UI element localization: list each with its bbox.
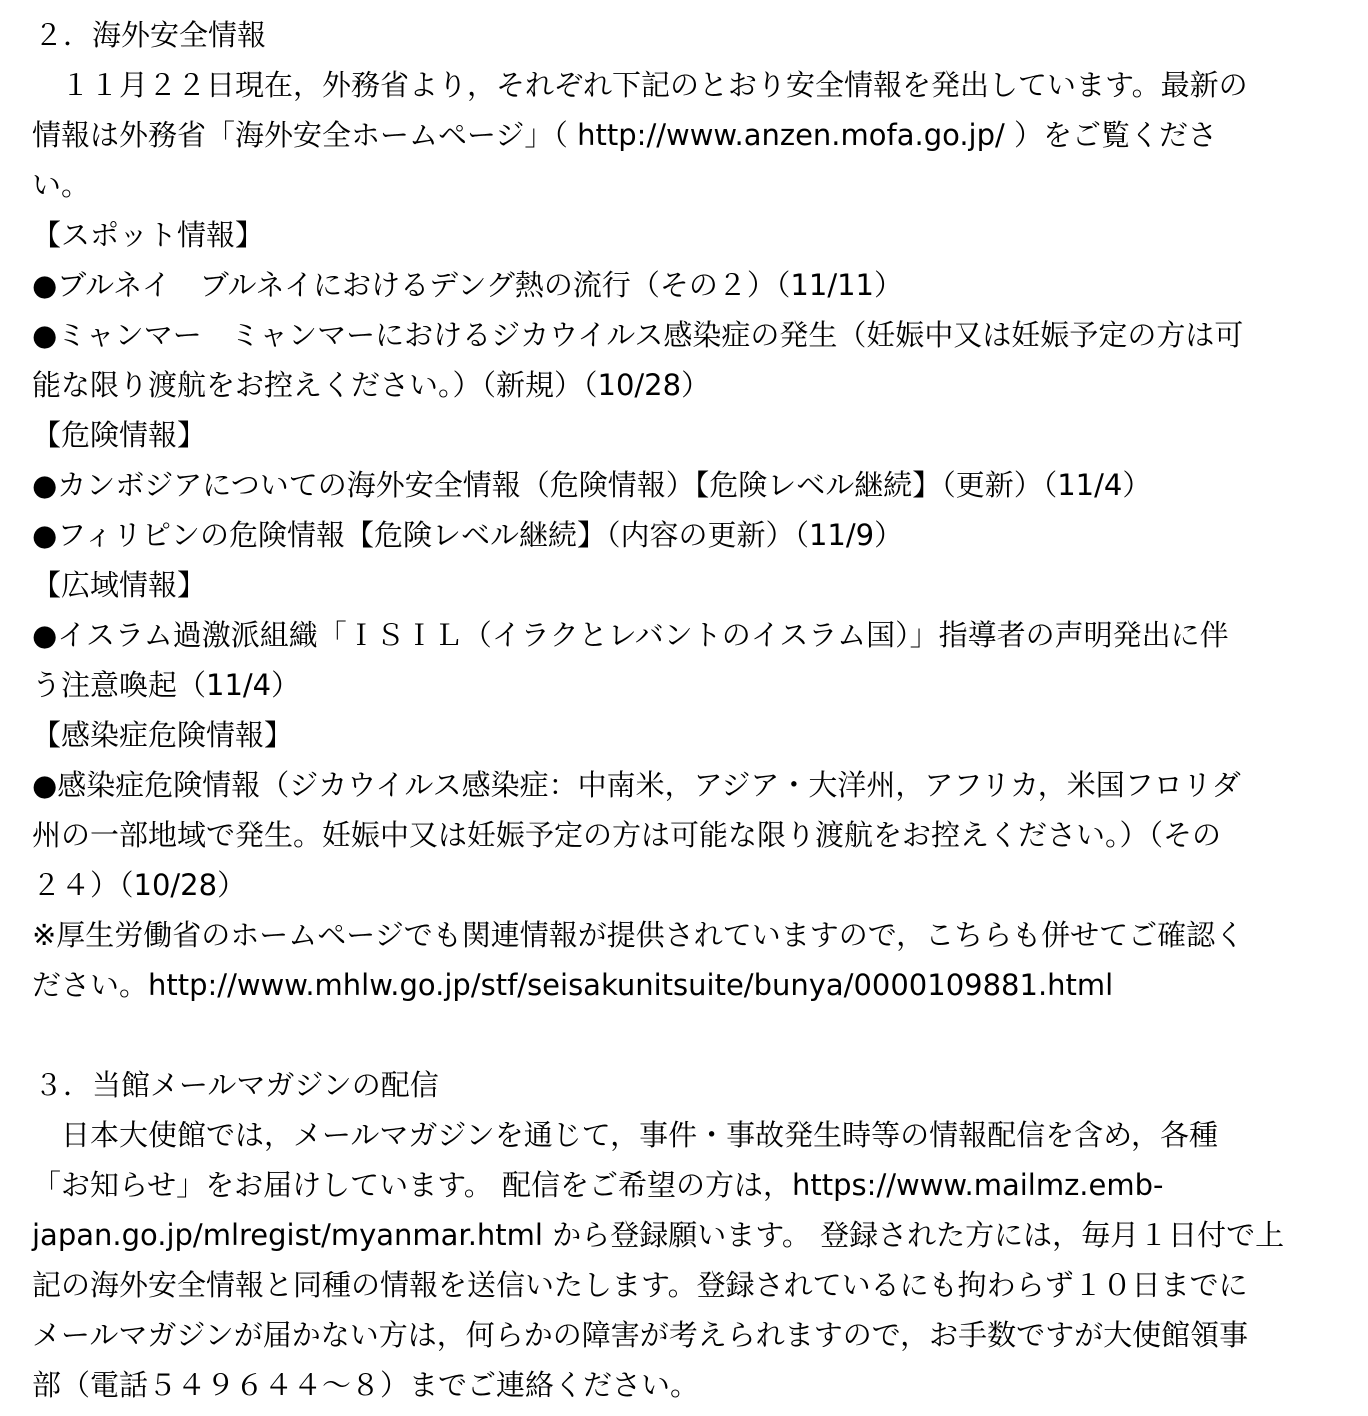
spot-info-item-continued: 能な限り渡航をお控えください。）（新規）（10/28） <box>32 368 711 402</box>
infection-info-item-continued: ２４）（10/28） <box>32 868 247 902</box>
spot-info-item: ●ミャンマー ミャンマーにおけるジカウイルス感染症の発生（妊娠中又は妊娠予定の方は可 <box>32 318 1244 352</box>
danger-info-item: ●カンボジアについての海外安全情報（危険情報）【危険レベル継続】（更新）（11/4） <box>32 468 1152 502</box>
section-3-body-line-1: 日本大使館では，メールマガジンを通じて，事件・事故発生時等の情報配信を含め，各種 <box>32 1118 1218 1152</box>
section-3-body-line-4: 記の海外安全情報と同種の情報を送信いたします。登録されているにも拘わらず１０日までに <box>32 1268 1248 1302</box>
spot-info-label: 【スポット情報】 <box>32 218 265 252</box>
section-3-body-line-5: メールマガジンが届かない方は，何らかの障害が考えられますので，お手数ですが大使館領事 <box>32 1318 1249 1352</box>
section-3-body-line-6: 部（電話５４９６４４～８）までご連絡ください。 <box>32 1368 700 1402</box>
mhlw-note-line-2: ださい。http://www.mhlw.go.jp/stf/seisakunitsuite/bunya/0000109881.html <box>32 968 1114 1002</box>
section-3-body-line-3: japan.go.jp/mlregist/myanmar.html から登録願います。 登録された方には，毎月１日付で上 <box>32 1218 1285 1252</box>
section-3-heading: ３．当館メールマガジンの配信 <box>34 1068 439 1102</box>
section-2-intro-line-1: １１月２２日現在，外務省より，それぞれ下記のとおり安全情報を発出しています。最新の <box>32 68 1248 102</box>
section-2-intro-line-2: 情報は外務省「海外安全ホームページ」（ http://www.anzen.mofa.go.jp/ ）をご覧くださ <box>32 118 1218 152</box>
infection-info-item-continued: 州の一部地域で発生。妊娠中又は妊娠予定の方は可能な限り渡航をお控えください。）（その <box>32 818 1222 852</box>
infection-info-item: ●感染症危険情報（ジカウイルス感染症：中南米，アジア・大洋州，アフリカ，米国フロリダ <box>32 768 1241 802</box>
wide-area-info-item-continued: う注意喚起（11/4） <box>32 668 301 702</box>
danger-info-label: 【危険情報】 <box>32 418 207 452</box>
section-2-heading: ２．海外安全情報 <box>34 18 267 52</box>
spot-info-item: ●ブルネイ ブルネイにおけるデング熱の流行（その２）（11/11） <box>32 268 903 302</box>
danger-info-item: ●フィリピンの危険情報【危険レベル継続】（内容の更新）（11/9） <box>32 518 904 552</box>
section-2-intro-line-3: い。 <box>32 168 91 202</box>
mhlw-note-line-1: ※厚生労働省のホームページでも関連情報が提供されていますので，こちらも併せてご確認く <box>32 918 1245 952</box>
wide-area-info-label: 【広域情報】 <box>32 568 207 602</box>
wide-area-info-item: ●イスラム過激派組織「ＩＳＩＬ（イラクとレバントのイスラム国）」指導者の声明発出に伴 <box>32 618 1229 652</box>
section-3-body-line-2: 「お知らせ」をお届けしています。 配信をご希望の方は，https://www.mailmz.emb- <box>32 1168 1164 1202</box>
infection-info-label: 【感染症危険情報】 <box>32 718 294 752</box>
